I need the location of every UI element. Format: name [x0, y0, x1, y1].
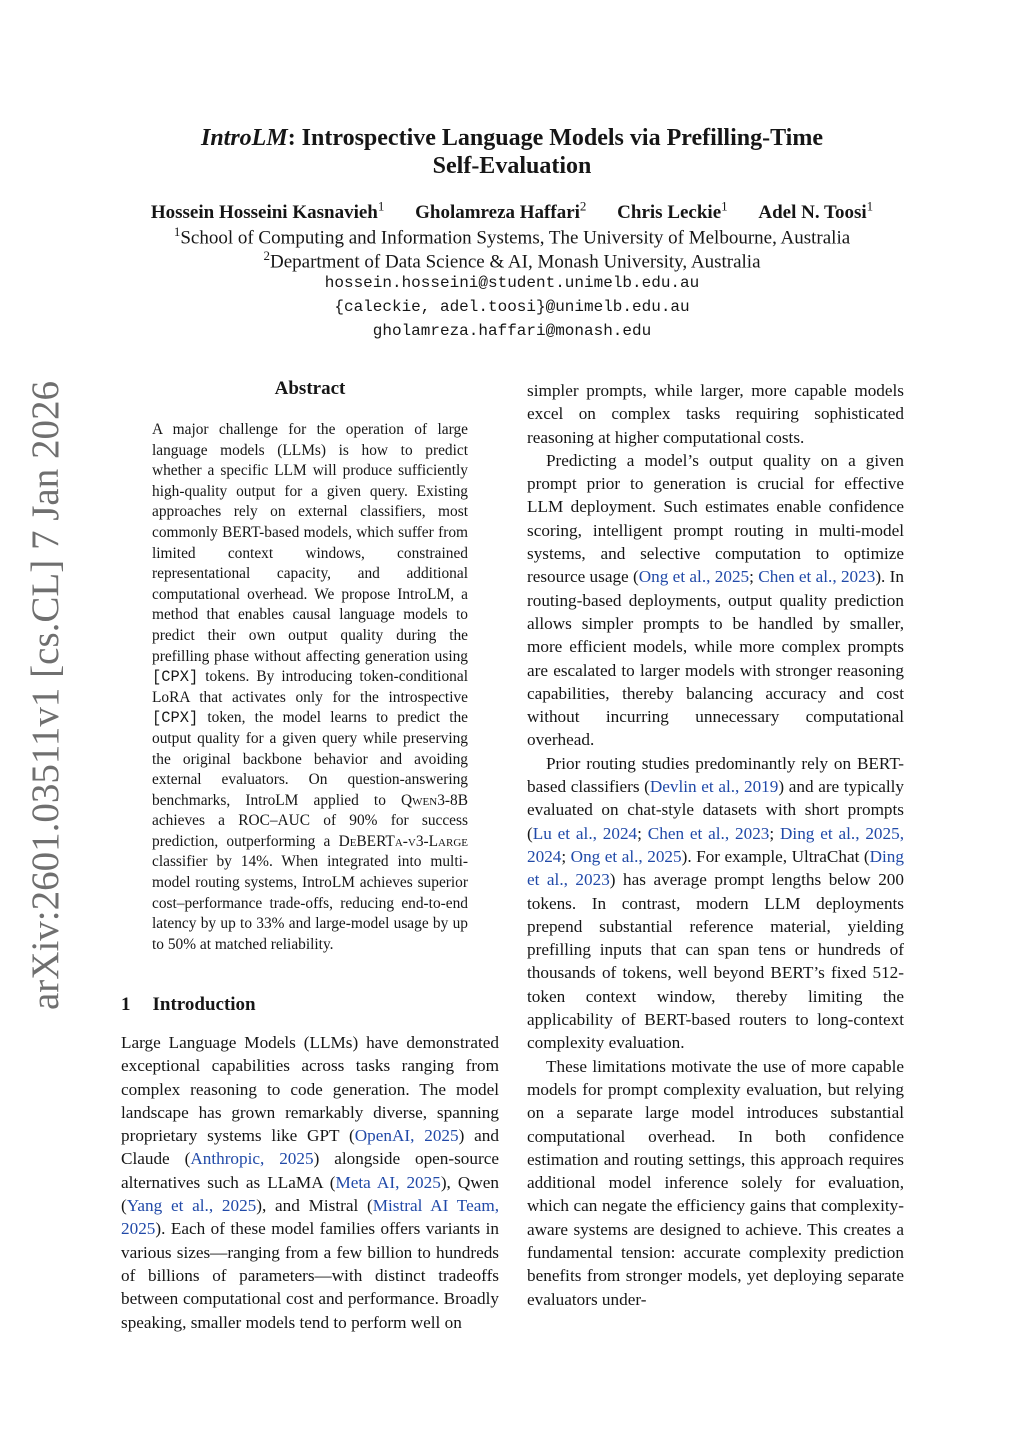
abstract-text: A major challenge for the operation of large language models (LLMs) is how to predict whether a specific LLM will produce sufficiently high-quality output for a given query. Existing approaches rely on external classifiers, most commonly BERT-based models, which suffer from limited context windows, constrained representational capacity, and additional computational overhead. We propose IntroLM, a method that enables causal language models to predict their own output quality during the prefilling phase without affecting generation using [CPX] tokens. By introducing token-conditional LoRA that activates only for the introspective [CPX] token, the model learns to predict the output quality for a given query while preserving the original backbone behavior and avoiding external evaluators. On question-answering benchmarks, IntroLM applied to Qwen3-8B achieves a ROC–AUC of 90% for success prediction, outperforming a DeBERTa-v3-Large classifier by 14%. When integrated into multi-model routing systems, IntroLM achieves superior cost–performance trade-offs, reducing end-to-end latency by up to 33% and large-model usage by up to 50% at matched reliability. — [152, 421, 468, 953]
model-name: Qwen3-8B — [401, 791, 468, 809]
arxiv-identifier: arXiv:2601.03511v1 [cs.CL] 7 Jan 2026 — [24, 381, 67, 1010]
citation-link[interactable]: Mistral AI Team, 2025 — [121, 1196, 499, 1239]
citation-link[interactable]: Lu et al., 2024 — [532, 823, 638, 843]
intro-paragraph-2: Predicting a model’s output quality on a given prompt prior to generation is crucial for effective LLM deployment. Such estimates enable confidence scoring, intelligent prompt routing in multi-model systems, and selective computation to optimize resource usage (Ong et al., 2025; Chen et al., 2023). In routing-based deployments, output quality prediction allows simpler prompts to be handled by smaller, more efficient models, while more complex prompts are escalated to larger models with stronger reasoning capabilities, thereby balancing accuracy and cost without incurring unnecessary computational overhead. — [527, 450, 905, 750]
intro-paragraph-4: These limitations motivate the use of more capable models for prompt complexity evaluation, but relying on a separate large model introduces substantial computational overhead. In both confidence estimation and routing settings, this approach requires additional model inference solely for evaluation, which can negate the efficiency gains that complexity-aware systems are designed to achieve. This creates a fundamental tension: accurate complexity prediction benefits from stronger models, yet deploying separate evaluators under- — [527, 1056, 904, 1309]
author-email[interactable]: gholamreza.haffari@monash.edu — [372, 322, 652, 340]
author: Hossein Hosseini Kasnavieh$^1$ — [150, 199, 385, 224]
citation-link[interactable]: Anthropic, 2025 — [190, 1149, 314, 1169]
affiliation-2: $^2$Department of Data Science & AI, Monash University, Australia — [263, 248, 761, 273]
affiliation-1: $^1$School of Computing and Information Systems, The University of Melbourne, Australia — [173, 224, 851, 249]
title-line1: : Introspective Language Models via Prefilling-Time — [287, 125, 823, 151]
paper-title — [100, 124, 924, 180]
intro-paragraph-1-continued: simpler prompts, while larger, more capable models excel on complex tasks requiring sophisticated reasoning at higher computational costs. — [527, 381, 904, 447]
intro-paragraph-1: Large Language Models (LLMs) have demonstrated exceptional capabilities across tasks ranging from complex reasoning to code generation. The model landscape has grown remarkably diverse, spanning proprietary systems like GPT (OpenAI, 2025) and Claude (Anthropic, 2025) alongside open-source alternatives such as LLaMA (Meta AI, 2025), Qwen (Yang et al., 2025), and Mistral (Mistral AI Team, 2025). Each of these model families offers variants in various sizes—ranging from a few billion to hundreds of billions of parameters—with distinct tradeoffs between computational cost and performance. Broadly speaking, smaller models tend to perform well on — [121, 1033, 499, 1332]
model-name: DeBERTa-v3-Large — [338, 832, 468, 850]
abstract-heading: Abstract — [274, 378, 346, 399]
system-name: IntroLM — [200, 125, 288, 151]
author-list — [60, 199, 964, 224]
citation-link[interactable]: Yang et al., 2025 — [126, 1196, 257, 1216]
author-email[interactable]: {caleckie, adel.toosi}@unimelb.edu.au — [334, 298, 690, 316]
citation-link[interactable]: Ding et al., 2023 — [527, 846, 904, 890]
section-heading — [121, 994, 256, 1016]
cpx-token: [CPX] — [152, 709, 199, 728]
citation-link[interactable]: Chen et al., 2023 — [647, 823, 770, 843]
author: Chris Leckie$^1$ — [617, 199, 728, 224]
right-column — [527, 379, 904, 1311]
intro-paragraph-3: Prior routing studies predominantly rely on BERT-based classifiers (Devlin et al., 2019) and are typically evaluated on chat-style datasets with short prompts (Lu et al., 2024; Chen et al., 2023; Ding et al., 2025, 2024; Ong et al., 2025). For example, UltraChat (Ding et al., 2023) has average prompt lengths below 200 tokens. In contrast, modern LLM deployments prepend substantial reference material, yielding prefilling inputs that can span tens or hundreds of thousands of tokens, well beyond BERT’s fixed 512-token context window, thereby limiting the applicability of BERT-based routers to long-context complexity evaluation. — [527, 753, 905, 1053]
title-line2: Self-Evaluation — [432, 153, 592, 179]
author-email[interactable]: hossein.hosseini@student.unimelb.edu.au — [324, 274, 700, 292]
author: Gholamreza Haffari$^2$ — [415, 199, 587, 224]
citation-link[interactable]: Ding et al., 2025, 2024 — [527, 823, 905, 866]
citation-link[interactable]: Meta AI, 2025 — [335, 1172, 441, 1192]
citation-link[interactable]: OpenAI, 2025 — [354, 1126, 459, 1146]
section-title: Introduction — [152, 994, 256, 1015]
citation-link[interactable]: Ong et al., 2025 — [638, 567, 750, 587]
cpx-token: [CPX] — [152, 668, 199, 687]
author: Adel N. Toosi$^1$ — [758, 199, 874, 224]
section-number: 1 — [121, 994, 131, 1015]
citation-link[interactable]: Ong et al., 2025 — [570, 846, 682, 866]
citation-link[interactable]: Devlin et al., 2019 — [649, 777, 779, 797]
citation-link[interactable]: Chen et al., 2023 — [758, 567, 876, 587]
